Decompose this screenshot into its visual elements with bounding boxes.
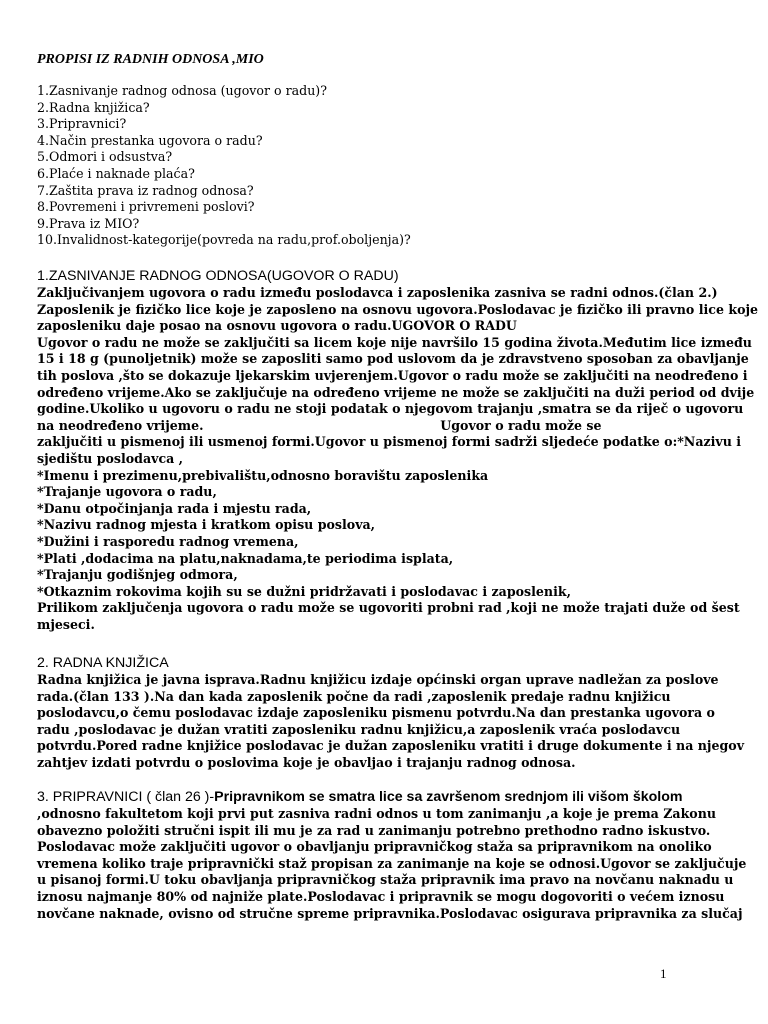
toc-item: 9.Prava iz MIO? [37,215,140,231]
document-title: PROPISI IZ RADNIH ODNOSA ,MIO [37,52,264,67]
paragraph-line: Zaposlenik je fizičko lice koje je zaposleno na osnovu ugovora.Poslodavac je fizičko ili pravno lice koje [37,301,759,317]
toc-item: 2.Radna knjižica? [37,99,150,115]
toc-item: 6.Plaće i naknade plaća? [37,165,195,181]
paragraph-line: 15 i 18 g (punoljetnik) može se zaposliti samo pod uslovom da je zdravstveno sposoban za obavljanje [37,351,749,367]
paragraph-line: *Plati ,dodacima na platu,naknadama,te periodima isplata, [37,550,454,566]
paragraph-line: *Dužini i rasporedu radnog vremena, [37,533,299,549]
paragraph-line: Poslodavac može zaključiti ugovor o obavljanju pripravničkog staža sa pripravnikom na onoliko [37,839,712,855]
section-body [37,806,747,922]
paragraph-line: novčane naknade, ovisno od stručne spreme pripravnika.Poslodavac osigurava pripravnika za slučaj [37,905,743,921]
paragraph-line: *Nazivu radnog mjesta i kratkom opisu poslova, [37,517,376,533]
section-heading-text: Pripravnikom se smatra lice sa završenom srednjom ili višom školom [214,789,683,805]
paragraph-line: mjeseci. [37,616,95,632]
section-heading: 2. RADNA KNJIŽICA [37,655,169,671]
paragraph-line: iznosu najmanje 80% od najniže plate.Poslodavac i pripravnik se mogu dogovoriti o većem iznosu [37,888,725,904]
paragraph-line: vremena koliko traje pripravnički staž propisan za zanimanje na koje se odnosi.Ugovor se zaključuje [37,855,747,871]
paragraph-line: Zaključivanjem ugovora o radu između poslodavca i zaposlenika zasniva se radni odnos.(član 2.) [37,285,718,300]
paragraph-line: Prilikom zaključenja ugovora o radu može se ugovoriti probni rad ,koji ne može trajati duže od šest [37,600,740,616]
section-body [37,285,759,633]
paragraph-line: sjedištu poslodavca , [37,450,184,466]
paragraph-line: potvrdu.Pored radne knjižice poslodavac je dužan zaposleniku vratiti i druge dokumente i na njegov [37,738,745,754]
section-heading: 1.ZASNIVANJE RADNOG ODNOSA(UGOVOR O RADU) [37,268,399,284]
toc-item: 7.Zaštita prava iz radnog odnosa? [37,182,254,198]
section-heading [37,789,737,806]
paragraph-line: određeno vrijeme.Ako se zaključuje na određeno vrijeme ne može se zaključiti na duži period od dvije [37,384,755,400]
page-number: 1 [660,966,667,981]
paragraph-line: poslodavcu,o čemu poslodavac izdaje zaposleniku pismenu potvrdu.Na dan prestanka ugovora o [37,705,715,721]
paragraph-line: *Imenu i prezimenu,prebivalištu,odnosno boravištu zaposlenika [37,467,489,483]
toc-item: 8.Povremeni i privremeni poslovi? [37,199,255,215]
toc-item: 3.Pripravnici? [37,116,127,132]
paragraph-line: *Otkaznim rokovima kojih su se dužni pridržavati i poslodavac i zaposlenik, [37,583,571,599]
paragraph-line: *Trajanju godišnjeg odmora, [37,567,238,583]
section-heading-title: 3. PRIPRAVNICI ( član 26 )- [37,789,215,805]
toc-item: 10.Invalidnost-kategorije(povreda na radu,prof.oboljenja)? [37,232,411,248]
paragraph-line: tih poslova ,što se dokazuje ljekarskim uvjerenjem.Ugovor o radu može se zaključiti na neodređeno i [37,367,748,383]
toc-item: 4.Način prestanka ugovora o radu? [37,132,263,148]
paragraph-line: godine.Ukoliko u ugovoru o radu ne stoji podatak o njegovom trajanju ,smatra se da riječ o ugovoru [37,401,744,417]
paragraph-line: zaključiti u pismenoj ili usmenoj formi.Ugovor u pismenoj formi sadrži sljedeće podatke o:*Nazivu i [37,434,742,450]
paragraph-line: *Danu otpočinjanja rada i mjestu rada, [37,500,312,516]
section-body [37,672,745,772]
paragraph-line: obavezno položiti stručni ispit ili mu je za rad u zanimanju potrebno prethodno radno iskustvo. [37,822,711,838]
toc-item: 1.Zasnivanje radnog odnosa (ugovor o radu)? [37,83,327,98]
paragraph-line: ,odnosno fakultetom koji prvi put zasniva radni odnos u tom zanimanju ,a koje je prema Zakonu [37,806,717,821]
paragraph-line: zahtjev izdati potvrdu o poslovima koje je obavljao i trajanju radnog odnosa. [37,754,576,770]
paragraph-line: u pisanoj formi.U toku obavljanja pripravničkog staža pripravnik ima pravo na novčanu naknadu u [37,872,734,888]
paragraph-line: rada.(član 133 ).Na dan kada zaposlenik počne da radi ,zaposlenik predaje radnu knjižicu [37,688,671,704]
paragraph-line: zaposleniku daje posao na osnovu ugovora o radu.UGOVOR O RADU [37,318,517,334]
table-of-contents [37,83,411,249]
paragraph-line: *Trajanje ugovora o radu, [37,484,217,500]
paragraph-line: radu ,poslodavac je dužan vratiti zaposleniku radnu knjižicu,a zaposlenik vraća poslodavcu [37,721,681,737]
paragraph-line: na neodređeno vrijeme. Ugovor o radu može se [37,417,602,433]
paragraph-line: Radna knjižica je javna isprava.Radnu knjižicu izdaje općinski organ uprave nadležan za poslove [37,672,719,687]
section-zasnivanje-radnog-odnosa [37,268,759,633]
section-pripravnici [37,789,747,922]
section-radna-knjizica [37,655,745,772]
toc-item: 5.Odmori i odsustva? [37,149,173,165]
paragraph-line: Ugovor o radu ne može se zaključiti sa licem koje nije navršilo 15 godina života.Međutim lice između [37,334,752,350]
